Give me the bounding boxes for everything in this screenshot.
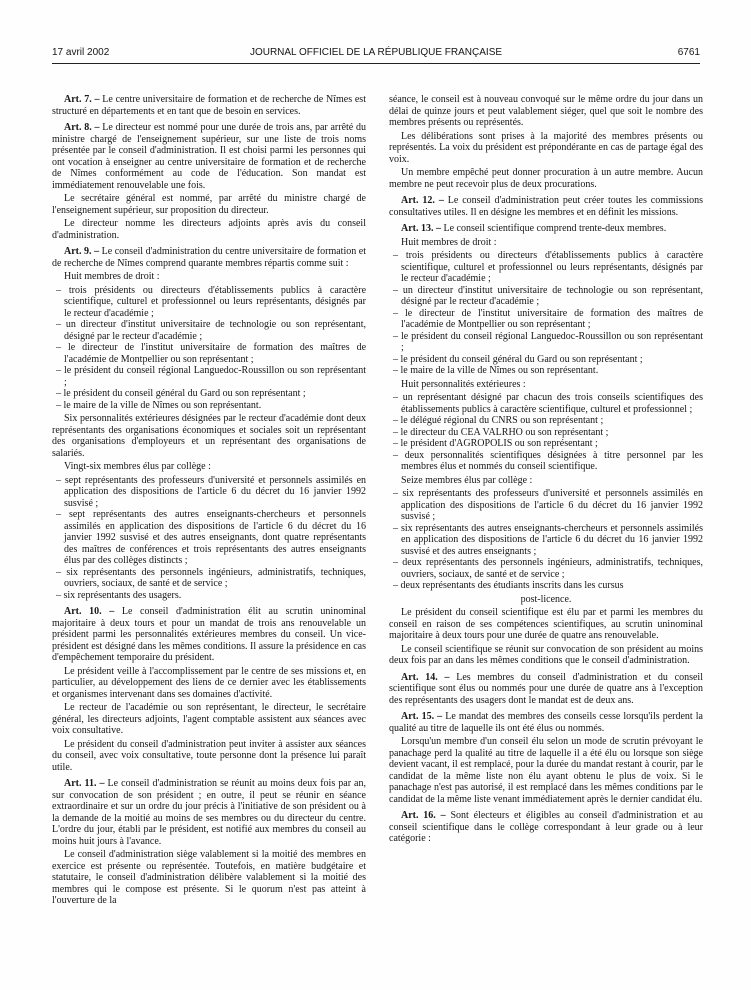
body-paragraph: Huit membres de droit : bbox=[64, 271, 160, 282]
enumeration-list bbox=[52, 475, 366, 602]
list-item: – le délégué régional du CNRS ou son représentant ; bbox=[389, 415, 703, 427]
body-paragraph: Le conseil scientifique se réunit sur convocation de son président au moins deux fois par an dans les mêmes conditions que le conseil d'administration. bbox=[389, 643, 703, 666]
list-item: – le président du conseil régional Languedoc-Roussillon ou son représentant ; bbox=[52, 365, 366, 388]
article-paragraph bbox=[389, 672, 703, 707]
list-item: – le président du conseil général du Gard ou son représentant ; bbox=[389, 354, 703, 366]
list-item: – le président du conseil régional Languedoc-Roussillon ou son représentant ; bbox=[389, 331, 703, 354]
article-text: Le conseil d'administration se réunit au moins deux fois par an, sur convocation de son président ; en outre, il peut se réunir en séance extraordinaire et sur un ordre du jour précis à l'initiative de son président ou à la demande de la moitié au moins de ses membres ou du directeur du centre. L'ordre du jour, établi par le président, est notifié aux membres du conseil au moins huit jours à l'avance. bbox=[52, 778, 366, 847]
article-text: Le conseil d'administration élit au scrutin uninominal majoritaire à deux tours et pour un mandat de trois ans renouvelable un président parmi les personnalités extérieures membres du conseil. Un vice-président est désigné dans les mêmes conditions. Il assure la présidence en cas d'empêchement temporaire du président. bbox=[52, 606, 366, 663]
body-paragraph: post-licence. bbox=[520, 593, 572, 605]
page-number: 6761 bbox=[677, 47, 700, 58]
article-text: Sont électeurs et éligibles au conseil d'administration et au conseil scientifique dans le collège correspondant à leur grade ou à leur catégorie : bbox=[389, 810, 703, 844]
article-number: Art. 9. – bbox=[64, 246, 100, 257]
body-paragraph: séance, le conseil est à nouveau convoqué sur le même ordre du jour dans un délai de quinze jours et peut valablement siéger, quel que soit le nombre des membres présents ou représentés. bbox=[389, 94, 703, 128]
article-number: Art. 12. – bbox=[401, 195, 444, 206]
article-paragraph bbox=[52, 122, 366, 191]
list-item: – six représentants des autres enseignants-chercheurs et personnels assimilés en application des dispositions de l'article 6 du décret du 16 janvier 1992 susvisé et des autres enseignants ; bbox=[389, 523, 703, 558]
list-item: – trois présidents ou directeurs d'établissements publics à caractère scientifique, culturel et professionnel ou leurs représentants, désignés par le recteur d'académie ; bbox=[52, 285, 366, 320]
enumeration-list bbox=[52, 285, 366, 412]
list-item: – six représentants des personnels ingénieurs, administratifs, techniques, ouvriers, sociaux, de santé et de service ; bbox=[52, 567, 366, 590]
body-paragraph: Les délibérations sont prises à la majorité des membres présents ou représentés. La voix du président est prépondérante en cas de partage égal des voix. bbox=[389, 130, 703, 165]
list-item: – sept représentants des professeurs d'université et personnels assimilés en application des dispositions de l'article 6 du décret du 16 janvier 1992 susvisé ; bbox=[52, 475, 366, 510]
body-paragraph: Le directeur nomme les directeurs adjoints après avis du conseil d'administration. bbox=[52, 218, 366, 241]
article-number: Art. 10. – bbox=[64, 606, 115, 617]
list-item: – sept représentants des autres enseignants-chercheurs et personnels assimilés en application des dispositions de l'article 6 du décret du 16 janvier 1992 susvisé et des autres enseignants, dont quatre représentants des maîtres de conférences et trois représentants des autres enseignants élus par des collèges distincts ; bbox=[52, 509, 366, 567]
body-paragraph: Le conseil d'administration siège valablement si la moitié des membres en exercice est présente ou représentée. Toutefois, en matière budgétaire et statutaire, le conseil d'administration délibère valablement si la moitié des membres qui le compose est présente. Si le quorum n'est pas atteint à l'ouverture de la bbox=[52, 849, 366, 906]
body-paragraph: Six personnalités extérieures désignées par le recteur d'académie dont deux représentants des organisations économiques et sociales soit un représentant des organisations d'employeurs et un représentant des organisations de salariés. bbox=[52, 413, 366, 459]
body-paragraph: Seize membres élus par collège : bbox=[401, 474, 533, 486]
article-text: Le directeur est nommé pour une durée de trois ans, par arrêté du ministre chargé de l'enseignement supérieur, sur une liste de trois noms présentée par le conseil d'administration. Il est choisi parmi les personnes qui ont vocation à enseigner au centre universitaire de formation et de recherche de Nîmes conformément au code de l'éducation. Son mandat est immédiatement renouvelable une fois. bbox=[52, 122, 366, 191]
page-header bbox=[52, 47, 700, 61]
left-column bbox=[52, 94, 366, 980]
body-paragraph: Huit personnalités extérieures : bbox=[401, 378, 526, 390]
list-item: – un directeur d'institut universitaire de technologie ou son représentant, désigné par le recteur d'académie ; bbox=[52, 319, 366, 342]
enumeration-list bbox=[389, 488, 703, 592]
list-item: – six représentants des usagers. bbox=[52, 590, 366, 602]
list-item: – six représentants des professeurs d'université et personnels assimilés en application des dispositions de l'article 6 du décret du 16 janvier 1992 susvisé ; bbox=[389, 488, 703, 523]
enumeration-list bbox=[389, 250, 703, 377]
list-item: – deux personnalités scientifiques désignées à titre personnel par les membres élus et nommés du conseil scientifique. bbox=[389, 450, 703, 473]
list-item: – le directeur de l'institut universitaire de formation des maîtres de l'académie de Montpellier ou son représentant ; bbox=[389, 308, 703, 331]
article-paragraph bbox=[389, 711, 703, 734]
article-paragraph bbox=[389, 810, 703, 845]
article-paragraph bbox=[52, 778, 366, 847]
article-text: Le conseil d'administration peut créer toutes les commissions consultatives utiles. Il en désigne les membres et en définit les missions. bbox=[389, 195, 703, 218]
article-paragraph bbox=[389, 195, 703, 218]
list-item: – deux représentants des personnels ingénieurs, administratifs, techniques, ouvriers, sociaux, de santé et de service ; bbox=[389, 557, 703, 580]
list-item: – le directeur de l'institut universitaire de formation des maîtres de l'académie de Montpellier ou son représentant ; bbox=[52, 342, 366, 365]
article-text: Le centre universitaire de formation et de recherche de Nîmes est structuré en départements et en tant que de besoin en services. bbox=[52, 94, 366, 117]
body-paragraph: Le recteur de l'académie ou son représentant, le directeur, le secrétaire général, les directeurs adjoints, l'agent comptable assistent aux séances avec voix consultative. bbox=[52, 702, 366, 736]
article-paragraph bbox=[389, 223, 703, 235]
article-number: Art. 15. – bbox=[401, 711, 443, 722]
article-number: Art. 13. – bbox=[401, 223, 441, 234]
list-item: – le directeur du CEA VALRHO ou son représentant ; bbox=[389, 427, 703, 439]
header-rule bbox=[52, 63, 700, 64]
article-number: Art. 8. – bbox=[64, 122, 100, 133]
body-paragraph: Le président du conseil d'administration peut inviter à assister aux séances du conseil, avec voix consultative, toute personne dont la présence lui paraît utile. bbox=[52, 738, 366, 773]
body-paragraph: Vingt-six membres élus par collège : bbox=[64, 461, 211, 472]
article-text: Les membres du conseil d'administration et du conseil scientifique sont élus ou nommés pour une durée de quatre ans à l'exception des représentants des usagers dont le mandat est de deux ans. bbox=[389, 671, 703, 706]
article-number: Art. 16. – bbox=[401, 810, 446, 821]
body-paragraph: Lorsqu'un membre d'un conseil élu selon un mode de scrutin prévoyant le panachage perd la qualité au titre de laquelle il a été élu ou lorsque son siège devient vacant, il est remplacé, pour la durée du mandat restant à courir, par le candidat de la même liste non élu ayant obtenu le plus de voix. Si le panachage n'est pas autorisé, il est remplacé dans les mêmes conditions par le candidat de la même liste venant immédiatement après le dernier candidat élu. bbox=[389, 736, 703, 805]
list-item: – deux représentants des étudiants inscrits dans les cursus bbox=[389, 580, 703, 592]
article-text: Le conseil d'administration du centre universitaire de formation et de recherche de Nîmes comprend quarante membres répartis comme suit : bbox=[52, 246, 366, 269]
article-number: Art. 11. – bbox=[64, 778, 105, 789]
article-number: Art. 7. – bbox=[64, 94, 100, 105]
list-item: – le maire de la ville de Nîmes ou son représentant. bbox=[389, 365, 703, 377]
article-number: Art. 14. – bbox=[401, 671, 450, 683]
article-text: Le conseil scientifique comprend trente-deux membres. bbox=[441, 223, 667, 234]
list-item: – un directeur d'institut universitaire de technologie ou son représentant, désigné par le recteur d'académie ; bbox=[389, 285, 703, 308]
article-paragraph bbox=[52, 94, 366, 117]
body-paragraph: Le président du conseil scientifique est élu par et parmi les membres du conseil en raison de ses compétences scientifiques, au scrutin uninominal majoritaire à deux tours pour une durée de quatre ans renouvelable. bbox=[389, 607, 703, 641]
body-paragraph: Le secrétaire général est nommé, par arrêté du ministre chargé de l'enseignement supérieur, sur proposition du directeur. bbox=[52, 193, 366, 216]
body-paragraph: Un membre empêché peut donner procuration à un autre membre. Aucun membre ne peut recevoir plus de deux procurations. bbox=[389, 167, 703, 190]
article-paragraph bbox=[52, 246, 366, 269]
issue-date: 17 avril 2002 bbox=[52, 47, 110, 58]
right-column bbox=[389, 94, 703, 980]
list-item: – trois présidents ou directeurs d'établissements publics à caractère scientifique, culturel et professionnel ou leurs représentants, désignés par le recteur d'académie ; bbox=[389, 250, 703, 285]
article-paragraph bbox=[52, 606, 366, 664]
enumeration-list bbox=[389, 392, 703, 473]
body-paragraph: Huit membres de droit : bbox=[401, 236, 497, 248]
list-item: – un représentant désigné par chacun des trois conseils scientifiques des établissements publics à caractère scientifique, culturel et professionnel ; bbox=[389, 392, 703, 415]
journal-title: JOURNAL OFFICIEL DE LA RÉPUBLIQUE FRANÇAISE bbox=[249, 47, 503, 58]
body-paragraph: Le président veille à l'accomplissement par le centre de ses missions et, en particulier, au développement des liens de ce dernier avec les établissements et organismes intervenant dans ses domaines d'activité. bbox=[52, 665, 366, 700]
list-item: – le président d'AGROPOLIS ou son représentant ; bbox=[389, 438, 703, 450]
article-text: Le mandat des membres des conseils cesse lorsqu'ils perdent la qualité au titre de laquelle ils ont été élus ou nommés. bbox=[389, 711, 703, 734]
list-item: – le maire de la ville de Nîmes ou son représentant. bbox=[52, 400, 366, 412]
list-item: – le président du conseil général du Gard ou son représentant ; bbox=[52, 388, 366, 400]
